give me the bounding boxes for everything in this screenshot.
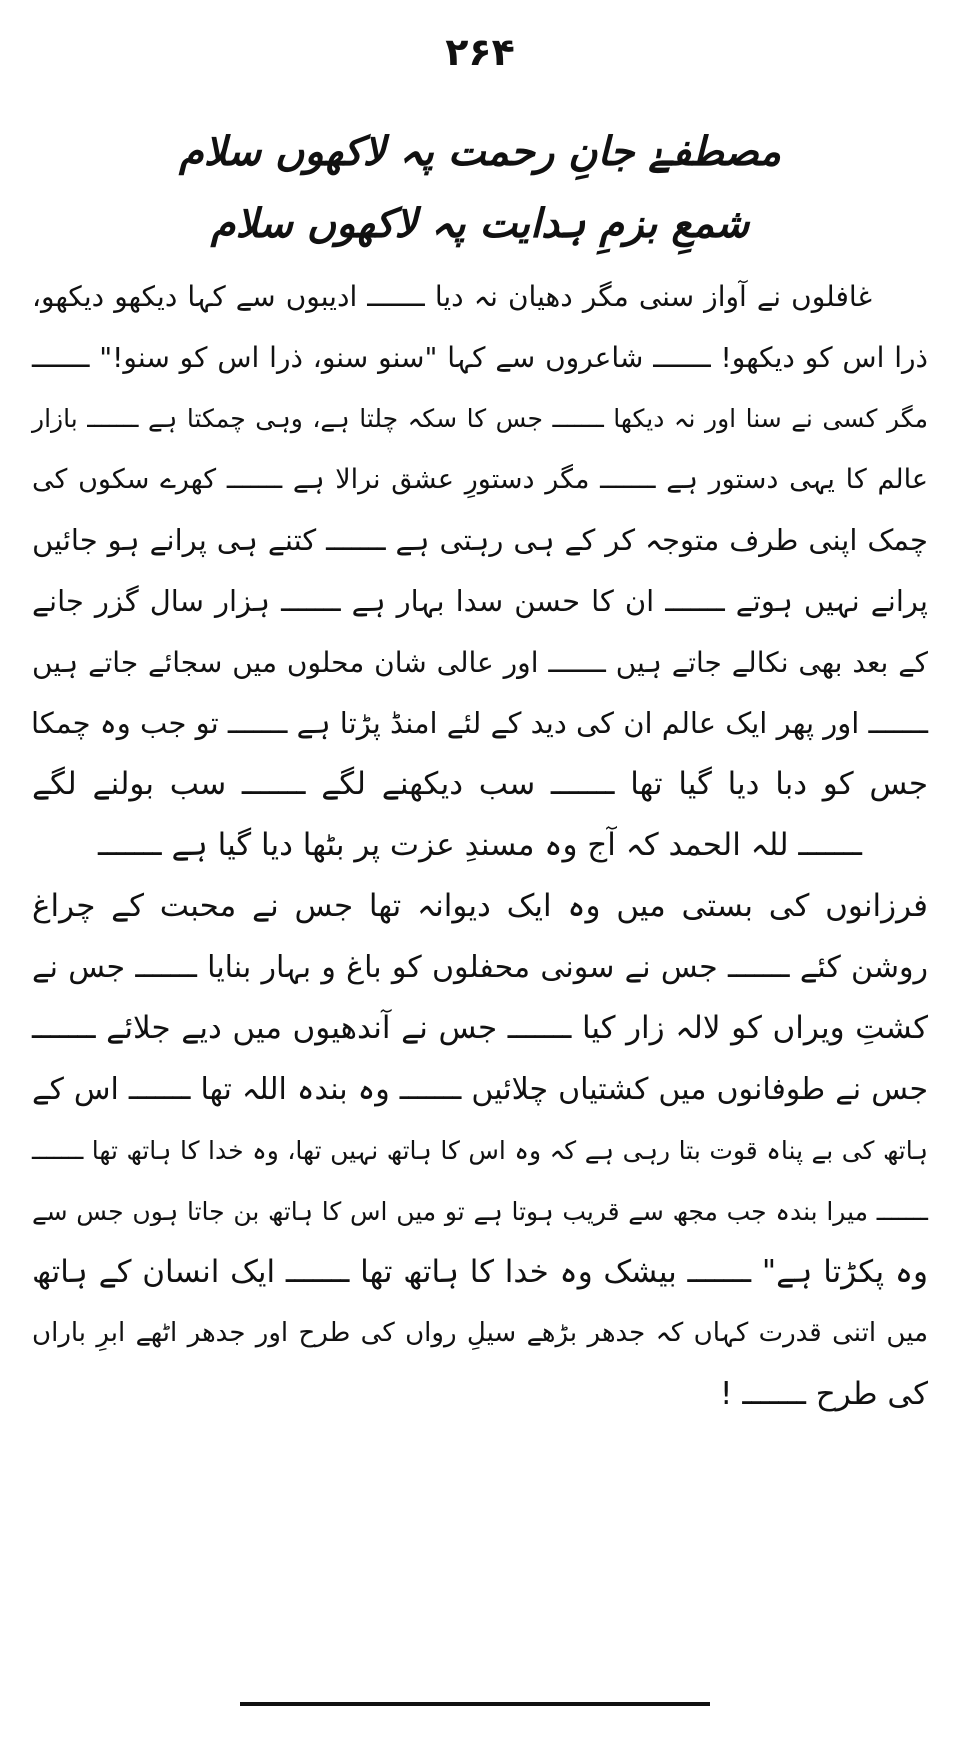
text-line: ـــــــ میرا بندہ جب مجھ سے قریب ہوتا ہے تو میں اس کا ہاتھ بن جاتا ہوں جس سے <box>32 1197 928 1226</box>
text-line: کی طرح ـــــــ ! <box>720 1376 928 1412</box>
text-line: ـــــــ للہ الحمد کہ آج وہ مسندِ عزت پر بٹھا دیا گیا ہے ـــــــ <box>98 827 862 863</box>
text-line: چمک اپنی طرف متوجہ کر کے ہی رہتی ہے ـــــــ کتنے ہی پرانے ہو جائیں <box>32 523 928 557</box>
text-line: جس کو دبا دیا گیا تھا ـــــــ سب دیکھنے لگے ـــــــ سب بولنے لگے <box>32 766 928 802</box>
closing-divider <box>240 1702 710 1706</box>
text-line: وہ پکڑتا ہے" ـــــــ بیشک وہ خدا کا ہاتھ تھا ـــــــ ایک انسان کے ہاتھ <box>32 1254 928 1290</box>
text-line: ذرا اس کو دیکھو! ـــــــ شاعروں سے کہا "سنو سنو، ذرا اس کو سنو!" ـــــــ <box>32 341 928 374</box>
text-line: کے بعد بھی نکالے جاتے ہیں ـــــــ اور عالی شان محلوں میں سجائے جاتے ہیں <box>32 646 928 679</box>
text-line: غافلوں نے آواز سنی مگر دھیان نہ دیا ـــــــ ادیبوں سے کہا دیکھو دیکھو، <box>32 280 872 313</box>
page-number: ۲۶۴ <box>445 30 515 74</box>
text-line: مگر کسی نے سنا اور نہ دیکھا ـــــــ جس کا سکہ چلتا ہے، وہی چمکتا ہے ـــــــ بازار <box>32 404 928 433</box>
text-line: روشن کئے ـــــــ جس نے سونی محفلوں کو باغ و بہار بنایا ـــــــ جس نے <box>32 950 928 985</box>
text-line: میں اتنی قدرت کہاں کہ جدھر بڑھے سیلِ رواں کی طرح اور جدھر اٹھے ابرِ باراں <box>32 1318 928 1348</box>
text-line: پرانے نہیں ہوتے ـــــــ ان کا حسن سدا بہار ہے ـــــــ ہزار سال گزر جانے <box>32 584 928 618</box>
text-line: جس نے طوفانوں میں کشتیاں چلائیں ـــــــ وہ بندہ اللہ تھا ـــــــ اس کے <box>32 1072 928 1107</box>
text-line: ہاتھ کی بے پناہ قوت بتا رہی ہے کہ وہ اس کا ہاتھ نہیں تھا، وہ خدا کا ہاتھ تھا ـــــــ <box>32 1136 928 1165</box>
text-line: کشتِ ویراں کو لالہ زار کیا ـــــــ جس نے آندھیوں میں دیے جلائے ـــــــ <box>32 1010 928 1046</box>
text-line: ـــــــ اور پھر ایک عالم ان کی دید کے لئے امنڈ پڑتا ہے ـــــــ تو جب وہ چمکا <box>31 706 928 740</box>
heading-line-2: شمعِ بزمِ ہدایت پہ لاکھوں سلام <box>210 201 750 247</box>
body-text <box>24 266 936 1425</box>
heading-line-1: مصطفےٰ جانِ رحمت پہ لاکھوں سلام <box>178 129 781 175</box>
text-line: فرزانوں کی بستی میں وہ ایک دیوانہ تھا جس نے محبت کے چراغ <box>32 888 928 924</box>
text-line: عالم کا یہی دستور ہے ـــــــ مگر دستورِ عشق نرالا ہے ـــــــ کھرے سکوں کی <box>32 464 928 495</box>
